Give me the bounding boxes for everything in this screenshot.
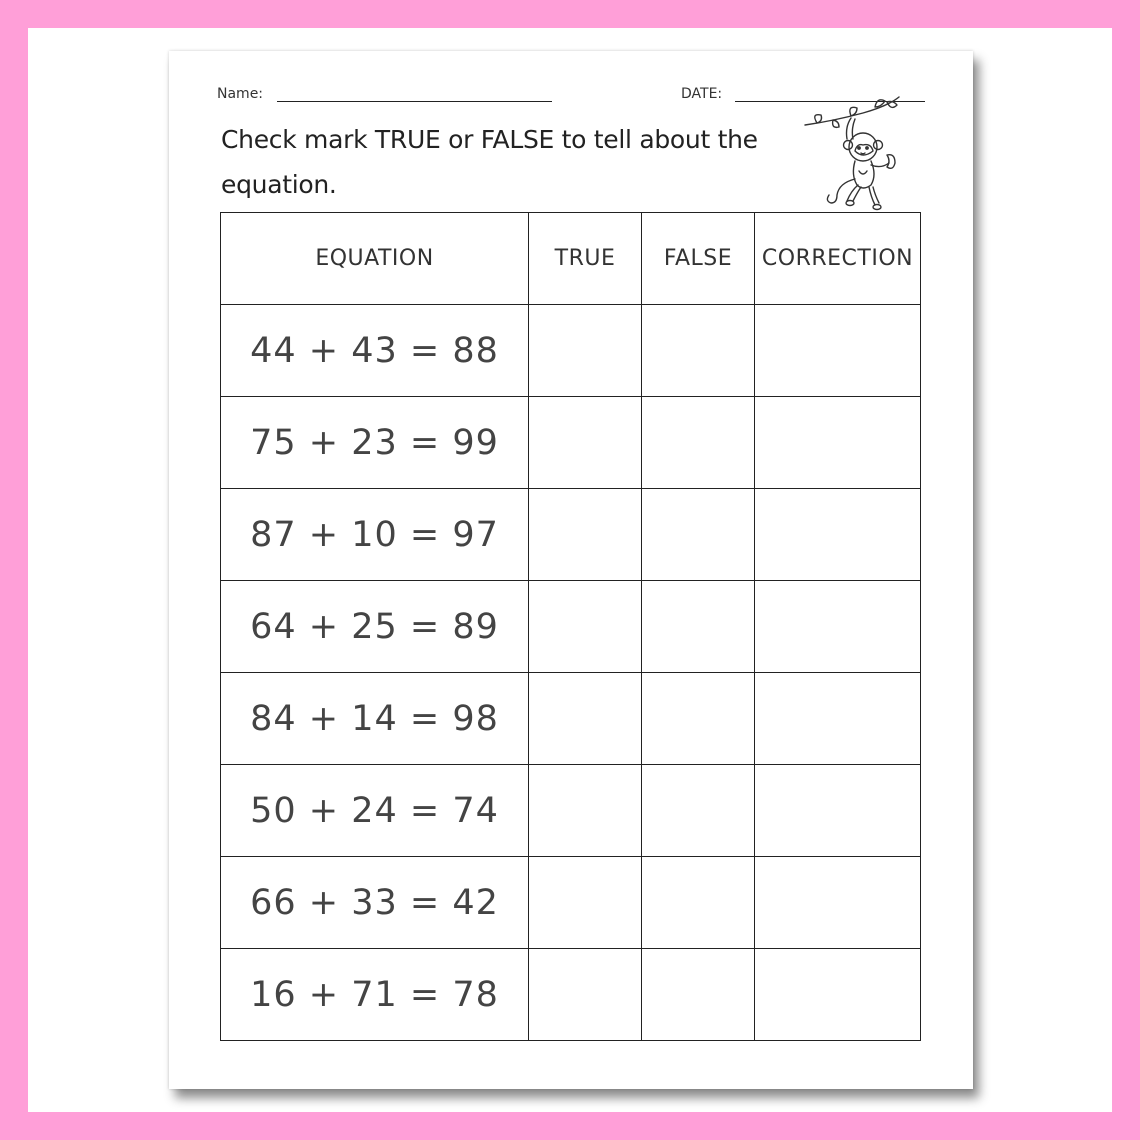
equation-cell: 50 + 24 = 74	[221, 765, 529, 857]
equation-cell: 44 + 43 = 88	[221, 305, 529, 397]
correction-cell[interactable]	[755, 397, 921, 489]
equation-table	[220, 212, 921, 1041]
correction-cell[interactable]	[755, 305, 921, 397]
monkey-hanging-from-branch-icon	[803, 91, 927, 215]
correction-cell[interactable]	[755, 949, 921, 1041]
column-header-correction: CORRECTION	[755, 213, 921, 305]
equation-cell: 64 + 25 = 89	[221, 581, 529, 673]
name-label: Name:	[217, 86, 264, 102]
true-checkbox-cell[interactable]	[529, 397, 642, 489]
table-row	[221, 305, 921, 397]
false-checkbox-cell[interactable]	[642, 765, 755, 857]
correction-cell[interactable]	[755, 489, 921, 581]
true-checkbox-cell[interactable]	[529, 581, 642, 673]
false-checkbox-cell[interactable]	[642, 857, 755, 949]
table-row	[221, 949, 921, 1041]
true-checkbox-cell[interactable]	[529, 673, 642, 765]
correction-cell[interactable]	[755, 673, 921, 765]
equation-cell: 16 + 71 = 78	[221, 949, 529, 1041]
false-checkbox-cell[interactable]	[642, 581, 755, 673]
true-checkbox-cell[interactable]	[529, 765, 642, 857]
column-header-false: FALSE	[642, 213, 755, 305]
false-checkbox-cell[interactable]	[642, 397, 755, 489]
false-checkbox-cell[interactable]	[642, 305, 755, 397]
table-row	[221, 765, 921, 857]
column-header-true: TRUE	[529, 213, 642, 305]
equation-cell: 66 + 33 = 42	[221, 857, 529, 949]
name-line[interactable]	[277, 101, 552, 102]
instructions: Check mark TRUE or FALSE to tell about the equation.	[221, 125, 758, 199]
false-checkbox-cell[interactable]	[642, 489, 755, 581]
true-checkbox-cell[interactable]	[529, 949, 642, 1041]
column-header-equation: EQUATION	[221, 213, 529, 305]
table-row	[221, 489, 921, 581]
false-checkbox-cell[interactable]	[642, 949, 755, 1041]
true-checkbox-cell[interactable]	[529, 857, 642, 949]
table-row	[221, 397, 921, 489]
table-row	[221, 857, 921, 949]
equation-cell: 87 + 10 = 97	[221, 489, 529, 581]
date-label: DATE:	[681, 86, 723, 102]
false-checkbox-cell[interactable]	[642, 673, 755, 765]
true-checkbox-cell[interactable]	[529, 305, 642, 397]
equation-cell: 84 + 14 = 98	[221, 673, 529, 765]
correction-cell[interactable]	[755, 765, 921, 857]
correction-cell[interactable]	[755, 857, 921, 949]
table-row	[221, 581, 921, 673]
table-header-row	[221, 213, 921, 305]
true-checkbox-cell[interactable]	[529, 489, 642, 581]
equation-cell: 75 + 23 = 99	[221, 397, 529, 489]
correction-cell[interactable]	[755, 581, 921, 673]
table-row	[221, 673, 921, 765]
worksheet-page	[169, 51, 973, 1089]
